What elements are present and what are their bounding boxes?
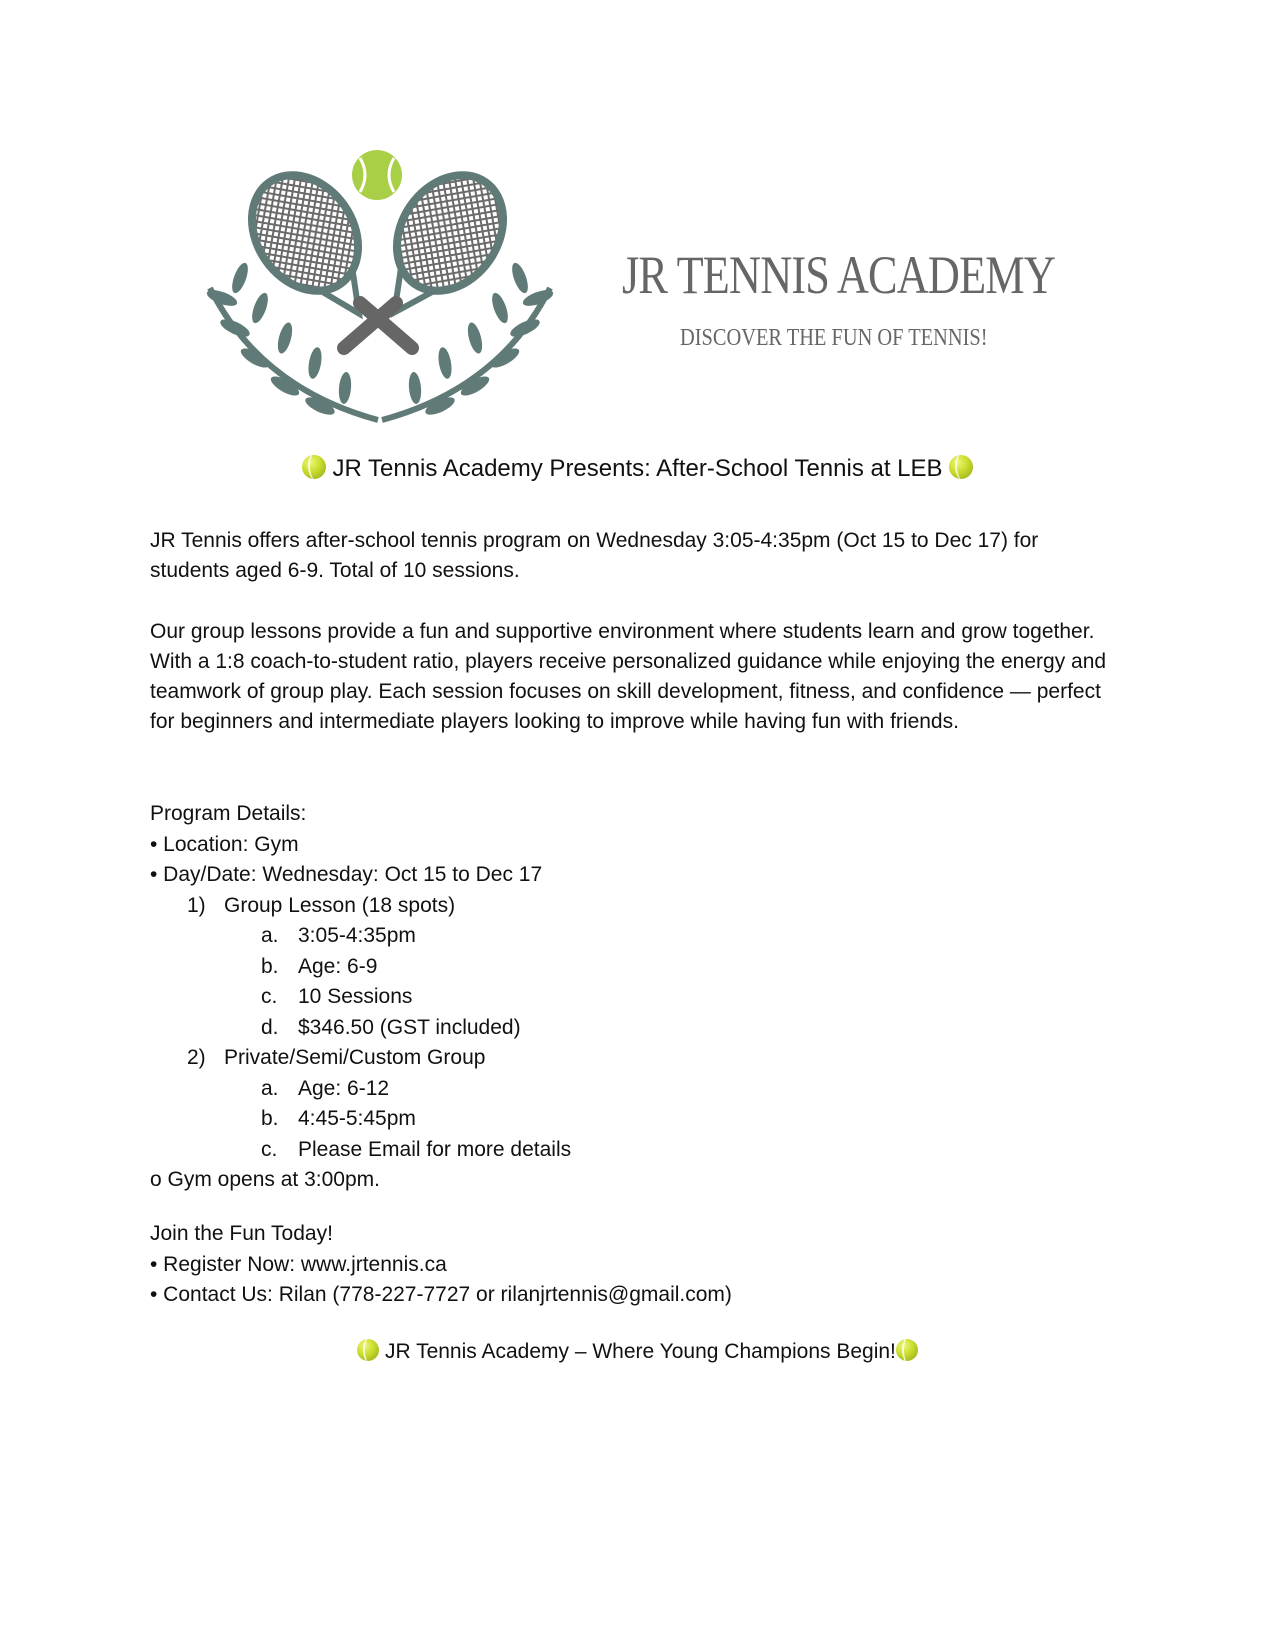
logo-title: JR TENNIS ACADEMY <box>622 245 1056 305</box>
crossed-rackets-laurel-icon <box>200 148 560 428</box>
description-paragraph: Our group lessons provide a fun and supportive environment where students learn and grow together. With a 1:8 coach-to-student ratio, players receive personalized guidance while enjoying the energy and teamwork of group play. Each session focuses on skill development, fitness, and confidence — perfect for beginners and intermediate players looking to improve while having fun with friends. <box>150 620 1107 733</box>
join-section <box>150 1219 732 1311</box>
list-item: d. $346.50 (GST included) <box>261 1015 521 1039</box>
list-item: a. Age: 6-12 <box>261 1076 390 1100</box>
list-item: b. Age: 6-9 <box>261 954 378 978</box>
list-item: c. 10 Sessions <box>261 985 413 1008</box>
logo-tagline: DISCOVER THE FUN OF TENNIS! <box>680 325 988 351</box>
tennis-ball-icon <box>302 455 326 479</box>
list-item: c. Please Email for more details <box>261 1137 572 1161</box>
footer-text: JR Tennis Academy – Where Young Champions Begin! <box>384 1340 896 1363</box>
footer-tagline <box>0 1337 1275 1367</box>
day-date-item: • Day/Date: Wednesday: Oct 15 to Dec 17 <box>150 863 543 886</box>
tennis-ball-icon <box>357 1339 379 1361</box>
list-item: b. 4:45-5:45pm <box>261 1107 416 1130</box>
register-link[interactable]: • Register Now: www.jrtennis.ca <box>150 1252 447 1276</box>
join-title: Join the Fun Today! <box>150 1222 333 1245</box>
logo-emblem <box>200 148 560 428</box>
option-group-lesson: 1) Group Lesson (18 spots) <box>187 893 456 917</box>
option-private-group: 2) Private/Semi/Custom Group <box>187 1046 486 1069</box>
location-item: • Location: Gym <box>150 832 299 856</box>
list-item: a. 3:05-4:35pm <box>261 924 416 947</box>
tennis-ball-icon <box>352 150 402 200</box>
contact-info[interactable]: • Contact Us: Rilan (778-227-7727 or rilanjrtennis@gmail.com) <box>150 1283 732 1306</box>
intro-paragraph: JR Tennis offers after-school tennis program on Wednesday 3:05-4:35pm (Oct 15 to Dec 17) for students aged 6-9. Total of 10 sessions. <box>150 529 1039 582</box>
tennis-ball-icon <box>949 455 973 479</box>
program-details <box>150 799 571 1196</box>
program-details-title: Program Details: <box>150 802 307 825</box>
tennis-ball-icon <box>896 1339 918 1361</box>
page-heading <box>0 454 1275 484</box>
heading-text: JR Tennis Academy Presents: After-School Tennis at LEB <box>332 455 943 482</box>
gym-open-note: o Gym opens at 3:00pm. <box>150 1168 380 1191</box>
